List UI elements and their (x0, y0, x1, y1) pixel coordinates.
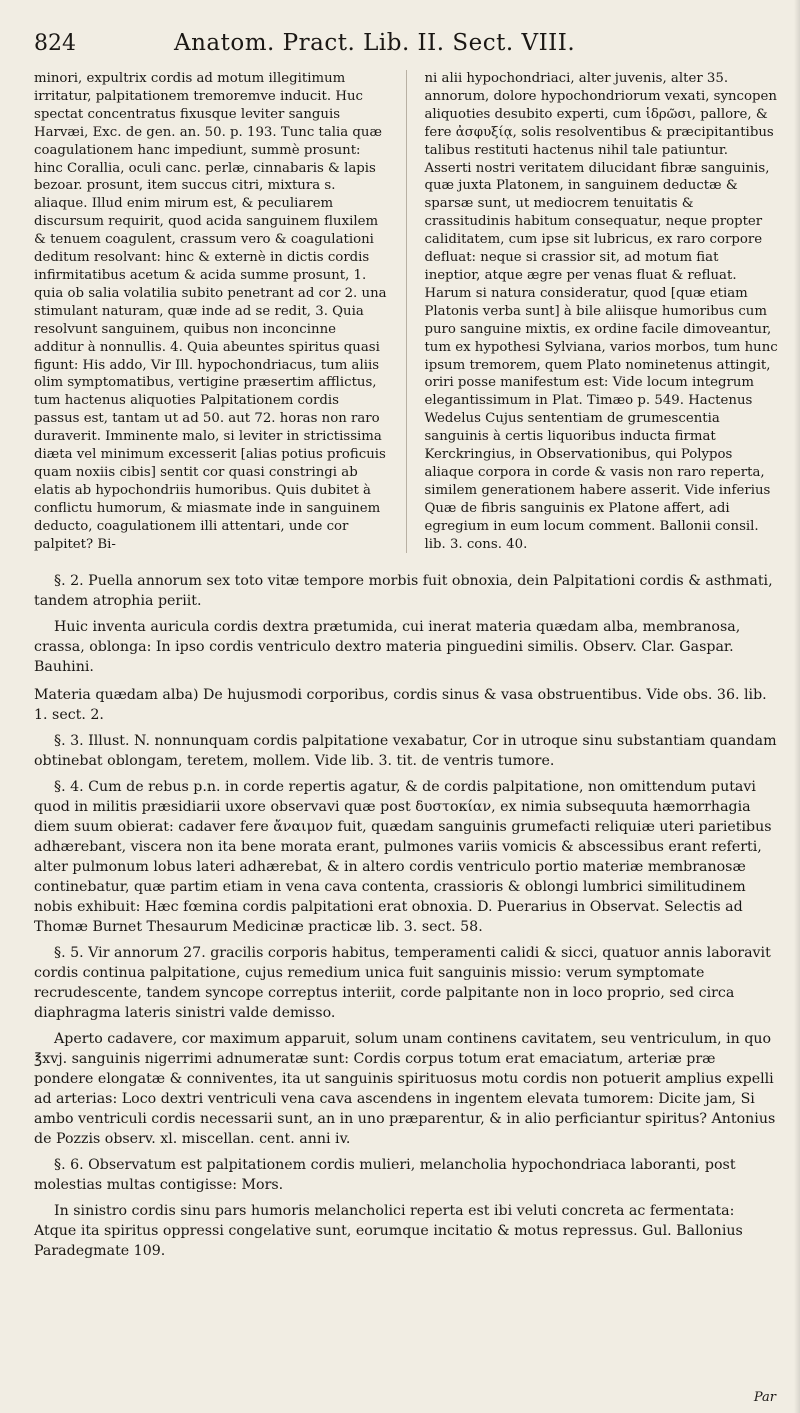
section-6-paragraph: §. 6. Observatum est palpitationem cordis mulieri, melancholia hypochondriaca laboranti, post molestias multas contigisse: Mors. (34, 1157, 736, 1194)
running-title: Anatom. Pract. Lib. II. Sect. VIII. (174, 30, 576, 56)
section-6-finding: In sinistro cordis sinu pars humoris melancholici reperta est ibi veluti concreta ac fermentata: Atque ita spiritus oppressi congelative sunt, eorumque incitatio & motus repressus. Gul. Ballonius Paradegmate 109. (34, 1203, 743, 1260)
running-head (34, 30, 778, 68)
right-column-text: ni alii hypochondriaci, alter juvenis, alter 35. annorum, dolore hypochondriorum vexati, syncopen aliquoties desubito experti, cum ἱδρῶσι, pallore, & fere ἀσφυξίᾳ, solis resolventibus & præcipitantibus talibus restituti hactenus nihil tale patiuntur. Asserti nostri veritatem dilucidant fibræ sanguinis, quæ juxta Platonem, in sanguinem deductæ & sparsæ sunt, ut mediocrem tenuitatis & crassitudinis habitum consequatur, neque propter caliditatem, cum ipse sit lubricus, ex raro corpore defluat: neque si crassior sit, ad motum fiat ineptior, atque ægre per venas fluat & refluat. Harum si natura consideratur, quod [quæ etiam Platonis verba sunt] à bile aliisque humoribus cum puro sanguine mixtis, ex ordine facile dimoveantur, tum ex hypothesi Sylviana, varios morbos, tum hunc ipsum tremorem, quem Plato nominetenus attingit, oriri posse manifestum est: Vide locum integrum elegantissimum in Plat. Timæo p. 549. Hactenus Wedelus Cujus sententiam de grumescentia sanguinis à certis liquoribus inducta firmat Kerckringius, in Observationibus, qui Polypos aliaque corpora in corde & vasis non raro reperta, similem generationem habere asserit. Vide inferius Quæ de fibris sanguinis ex Platone affert, adi egregium in eum locum comment. Ballonii consil. lib. 3. cons. 40. (424, 71, 778, 552)
left-column-text: minori, expultrix cordis ad motum illegitimum irritatur, palpitationem tremoremve inducit. Huc spectat concentratus fixusque leviter sanguis Harvæi, Exc. de gen. an. 50. p. 193. Tunc talia quæ coagulationem hanc impediunt, summè prosunt: hinc Corallia, oculi canc. perlæ, cinnabaris & lapis bezoar. prosunt, item succus citri, mixtura s. aliaque. Illud enim mirum est, & peculiarem discursum requirit, quod acida sanguinem fluxilem & tenuem coagulent, crassum vero & coagulationi deditum resolvant: hinc & externè in dictis cordis infirmitatibus acetum & acida summe prosunt, 1. quia ob salia volatilia subito penetrant ad cor 2. una stimulant naturam, quæ inde ad se redit, 3. Quia resolvunt sanguinem, quibus non inconcinne additur à nonnullis. 4. Quia abeuntes spiritus quasi figunt: His addo, Vir Ill. hypochondriacus, tum aliis olim symptomatibus, vertigine præsertim afflictus, tum hactenus aliquoties Palpitationem cordis passus est, tantam ut ad 50. aut 72. horas non raro duraverit. Imminente malo, si leviter in strictissima diæta vel minimum excesserit [alias potius proficuis quam noxiis cibis] sentit cor quasi constringi ab elatis ab hypochondriis humoribus. Quis dubitet à conflictu humorum, & miasmate inde in sanguinem deducto, coagulationem illi attentari, unde cor palpitet? Bi- (34, 71, 387, 552)
page-edge-shadow (794, 0, 800, 1413)
section-3-paragraph: §. 3. Illust. N. nonnunquam cordis palpitatione vexabatur, Cor in utroque sinu substantiam quandam obtinebat oblongam, teretem, mollem. Vide lib. 3. tit. de ventris tumore. (34, 733, 777, 770)
full-width-text (34, 571, 778, 1261)
two-column-block (34, 70, 778, 553)
section-2-finding: Huic inventa auricula cordis dextra prætumida, cui inerat materia quædam alba, membranosa, crassa, oblonga: In ipso cordis ventriculo dextro materia pinguedini similis. Observ. Clar. Gaspar. Bauhini. (34, 619, 741, 676)
section-2-paragraph: §. 2. Puella annorum sex toto vitæ tempore morbis fuit obnoxia, dein Palpitationi cordis & asthmati, tandem atrophia periit. (34, 573, 773, 610)
section-5-paragraph: §. 5. Vir annorum 27. gracilis corporis habitus, temperamenti calidi & sicci, quatuor annis laboravit cordis continua palpitatione, cujus remedium unica fuit sanguinis missio: verum symptomate recrudescente, tandem syncope correptus interiit, corde palpitante non in loco proprio, sed circa diaphragma lateris sinistri valde demisso. (34, 945, 771, 1022)
section-5-autopsy: Aperto cadavere, cor maximum apparuit, solum unam continens cavitatem, seu ventriculum, in quo ℥xvj. sanguinis nigerrimi adnumeratæ sunt: Cordis corpus totum erat emaciatum, arteriæ præ pondere elongatæ & conniventes, ita ut sanguinis spirituosus motu cordis non potuerit amplius expelli ad arterias: Loco dextri ventriculi vena cava ascendens in ingentem elevata tumorem: Dicite jam, Si ambo ventriculi cordis necessarii sunt, an in uno præparentur, & in alio perficiantur spiritus? Antonius de Pozzis observ. xl. miscellan. cent. anni iv. (34, 1031, 776, 1148)
page-number: 824 (34, 31, 76, 56)
section-2-note: Materia quædam alba) De hujusmodi corporibus, cordis sinus & vasa obstruentibus. Vide obs. 36. lib. 1. sect. 2. (34, 687, 767, 724)
section-4-paragraph: §. 4. Cum de rebus p.n. in corde repertis agatur, & de cordis palpitatione, non omittendum putavi quod in militis præsidiarii uxore observavi quæ post δυστοκίαν, ex nimia subsequuta hæmorrhagia diem suum obierat: cadaver fere ἄναιμον fuit, quædam sanguinis grumefacti reliquiæ uteri parietibus adhærebant, viscera non ita bene morata erant, pulmones variis vomicis & abscessibus erant referti, alter pulmonum lobus lateri adhærebat, & in altero cordis ventriculo portio materiæ membranosæ continebatur, quæ partim etiam in vena cava contenta, crassioris & oblongi lumbrici similitudinem nobis exhibuit: Hæc fœmina cordis palpitationi erat obnoxia. D. Puerarius in Observat. Selectis ad Thomæ Burnet Thesaurum Medicinæ practicæ lib. 3. sect. 58. (34, 779, 772, 936)
column-divider (406, 70, 407, 553)
right-column (424, 70, 778, 553)
left-column (34, 70, 388, 553)
catchword: Par (753, 1390, 776, 1405)
